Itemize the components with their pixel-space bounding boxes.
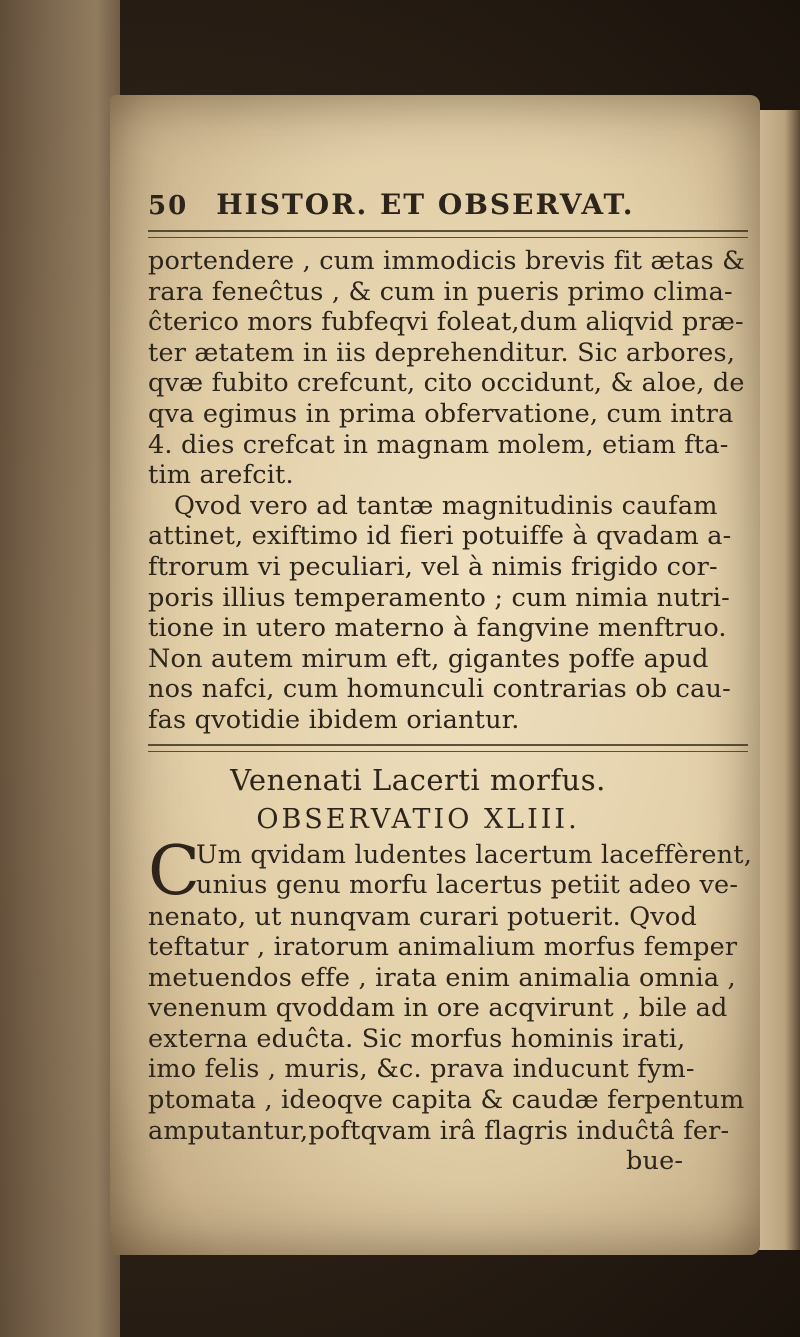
text-line: Um qvidam ludentes lacertum laceffèrent,: [196, 839, 753, 870]
text-line: ptomata , ideoqve capita & caudæ ferpentum: [148, 1085, 745, 1116]
text-line: tione in utero materno à fangvine menftruo.: [148, 613, 727, 644]
text-line: qvæ fubito crefcunt, cito occidunt, & aloe, de: [148, 368, 745, 399]
page-text: [148, 188, 753, 1177]
text-line: 4. dies crefcat in magnam molem, etiam fta-: [148, 429, 729, 460]
text-line: poris illius temperamento ; cum nimia nutri-: [148, 582, 730, 613]
drop-cap-lines: [196, 840, 752, 900]
drop-cap: C: [148, 831, 201, 911]
text-line: unius genu morfu lacertus petiit adeo ve-: [196, 869, 739, 900]
text-line: nenato, ut nunqvam curari potuerit. Qvod: [148, 901, 697, 932]
text-line: qva egimus in prima obfervatione, cum intra: [148, 398, 734, 429]
text-line: rara feneĉtus , & cum in pueris primo clima-: [148, 276, 733, 307]
text-line: fas qvotidie ibidem oriantur.: [148, 704, 520, 735]
observation-heading: OBSERVATIO XLIII.: [256, 803, 580, 835]
drop-cap-block: [148, 831, 753, 911]
running-title: HISTOR. ET OBSERVAT.: [216, 188, 635, 221]
text-line: attinet, exiftimo id fieri potuiffe à qvadam a-: [148, 521, 732, 552]
text-line: nos nafci, cum homunculi contrarias ob cau-: [148, 674, 731, 705]
paragraph-1: [148, 246, 753, 491]
text-line: externa eduĉta. Sic morfus hominis irati,: [148, 1023, 686, 1054]
section-rule: [148, 744, 748, 752]
text-line: metuendos effe , irata enim animalia omnia ,: [148, 962, 736, 993]
catchword: bue-: [626, 1146, 684, 1177]
header-rule: [148, 230, 748, 238]
text-line: ter ætatem in iis deprehenditur. Sic arbores,: [148, 337, 736, 368]
paragraph-2: [148, 491, 753, 736]
text-line: amputantur,poftqvam irâ flagris induĉtâ fer-: [148, 1115, 730, 1146]
text-line: tim arefcit.: [148, 460, 294, 491]
text-line: Non autem mirum eft, gigantes poffe apud: [148, 643, 709, 674]
section-title: Venenati Lacerti morfus.: [230, 762, 606, 797]
text-line: ftrorum vi peculiari, vel à nimis frigido cor-: [148, 551, 718, 582]
text-line: venenum qvoddam in ore acqvirunt , bile ad: [148, 993, 728, 1024]
text-line: teftatur , iratorum animalium morfus femper: [148, 932, 738, 963]
left-page-edge: [0, 0, 120, 1337]
text-line: imo felis , muris, &c. prava inducunt fym-: [148, 1054, 695, 1085]
paragraph-3: [148, 902, 753, 1147]
text-line: portendere , cum immodicis brevis fit ætas &: [148, 246, 746, 276]
text-line: ĉterico mors fubfeqvi foleat,dum aliqvid præ-: [148, 307, 744, 338]
text-line: Qvod vero ad tantæ magnitudinis caufam: [174, 490, 718, 521]
page-number: 50: [148, 191, 189, 221]
page-header: [148, 188, 753, 224]
